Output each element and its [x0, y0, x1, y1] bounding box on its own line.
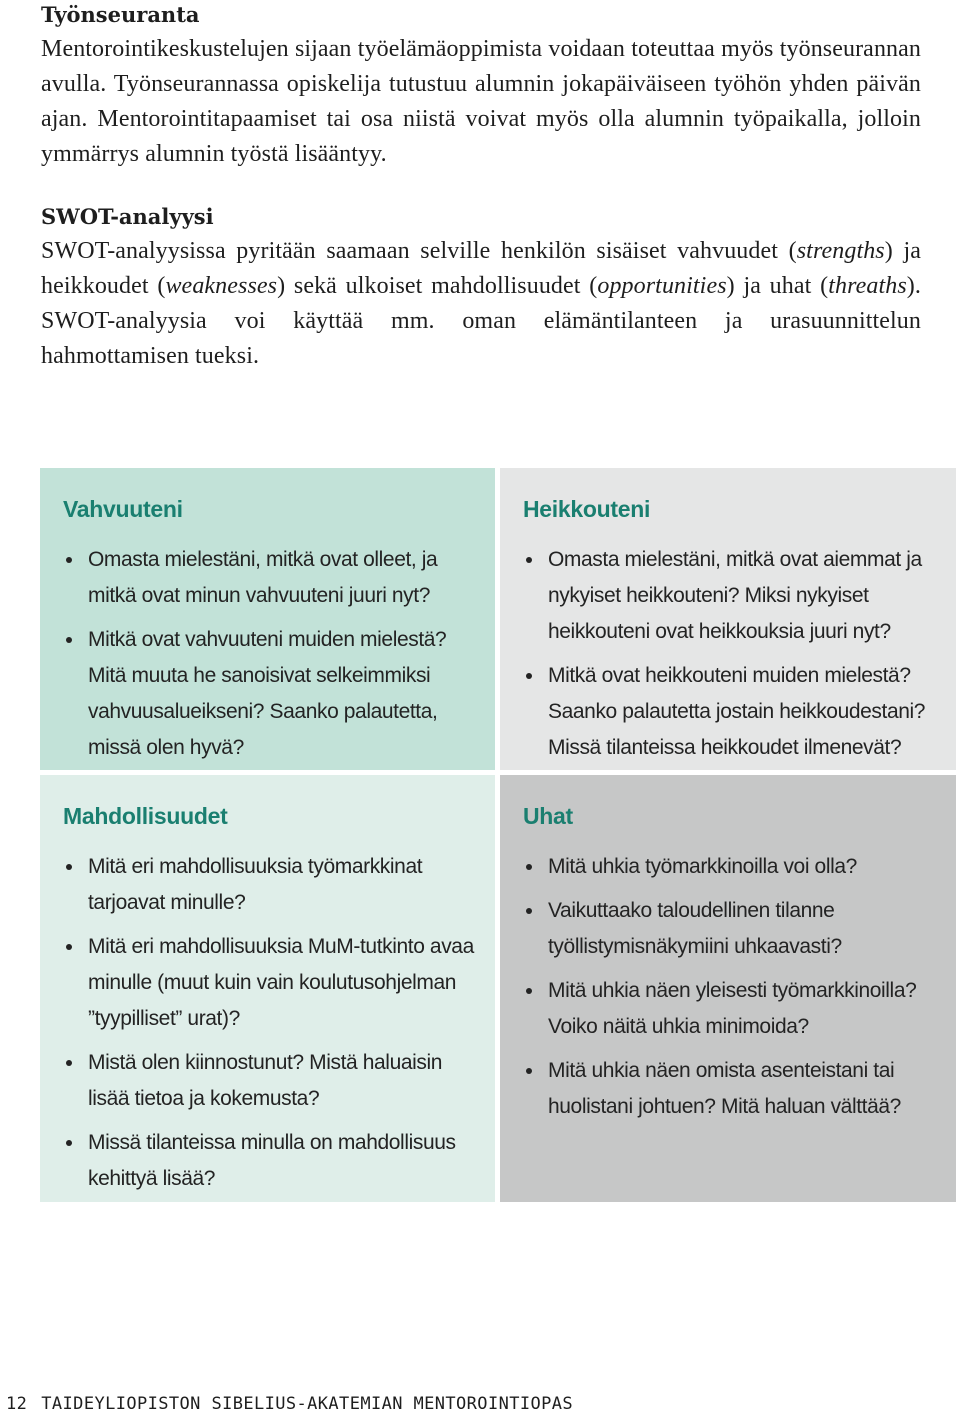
swot-list — [523, 849, 936, 1125]
page-footer — [6, 1393, 573, 1415]
section-paragraph: Mentorointikeskustelujen sijaan työelämäoppimista voidaan toteuttaa myös työnseurannan avulla. Työnseurannassa opiskelija tutustuu alumnin jokapäiväiseen työhön yhden päivän ajan. Mentorointitapaamiset tai osa niistä voivat myös olla alumnin työpaikalla, jolloin ymmärrys alumnin työstä lisääntyy. — [41, 36, 921, 167]
section-paragraph: SWOT-analyysissa pyritään saamaan selville henkilön sisäiset vahvuudet (strengths) ja heikkoudet (weaknesses) sekä ulkoiset mahdollisuudet (opportunities) ja uhat (threaths). SWOT-analyysia voi käyttää mm. oman elämäntilanteen ja urasuunnittelun hahmottamisen tueksi. — [41, 238, 921, 369]
section-tyonseuranta — [41, 0, 921, 172]
swot-box-title: Vahvuuteni — [63, 496, 183, 522]
swot-opportunities-box — [40, 775, 495, 1202]
swot-box-title: Uhat — [523, 803, 573, 829]
list-item: Mitkä ovat vahvuuteni muiden mielestä? Mitä muuta he sanoisivat selkeimmiksi vahvuusalueikseni? Saanko palautetta, missä olen hyvä? — [63, 622, 475, 766]
list-item: Missä tilanteissa minulla on mahdollisuus kehittyä lisää? — [63, 1125, 475, 1197]
swot-list — [63, 849, 475, 1197]
swot-threats-box — [500, 775, 956, 1202]
section-heading: SWOT-analyysi — [41, 204, 214, 229]
list-item: Mitä uhkia työmarkkinoilla voi olla? — [523, 849, 936, 885]
list-item: Mitä eri mahdollisuuksia MuM-tutkinto avaa minulle (muut kuin vain koulutusohjelman ”tyypilliset” urat)? — [63, 929, 475, 1037]
running-title: TAIDEYLIOPISTON SIBELIUS-AKATEMIAN MENTOROINTIOPAS — [41, 1394, 574, 1414]
section-heading: Työnseuranta — [41, 2, 200, 27]
section-swot — [41, 202, 921, 374]
swot-strengths-box — [40, 468, 495, 770]
list-item: Mitä uhkia näen omista asenteistani tai huolistani johtuen? Mitä haluan välttää? — [523, 1053, 936, 1125]
swot-list — [63, 542, 475, 766]
list-item: Mistä olen kiinnostunut? Mistä haluaisin lisää tietoa ja kokemusta? — [63, 1045, 475, 1117]
swot-box-title: Heikkouteni — [523, 496, 651, 522]
list-item: Vaikuttaako taloudellinen tilanne työllistymisnäkymiini uhkaavasti? — [523, 893, 936, 965]
list-item: Omasta mielestäni, mitkä ovat olleet, ja mitkä ovat minun vahvuuteni juuri nyt? — [63, 542, 475, 614]
list-item: Omasta mielestäni, mitkä ovat aiemmat ja nykyiset heikkouteni? Miksi nykyiset heikkouteni ovat heikkouksia juuri nyt? — [523, 542, 936, 650]
swot-weaknesses-box — [500, 468, 956, 770]
page-number: 12 — [6, 1394, 28, 1414]
swot-list — [523, 542, 936, 766]
list-item: Mitä eri mahdollisuuksia työmarkkinat tarjoavat minulle? — [63, 849, 475, 921]
list-item: Mitä uhkia näen yleisesti työmarkkinoilla? Voiko näitä uhkia minimoida? — [523, 973, 936, 1045]
swot-box-title: Mahdollisuudet — [63, 803, 228, 829]
list-item: Mitkä ovat heikkouteni muiden mielestä? Saanko palautetta jostain heikkoudestani? Missä tilanteissa heikkoudet ilmenevät? — [523, 658, 936, 766]
